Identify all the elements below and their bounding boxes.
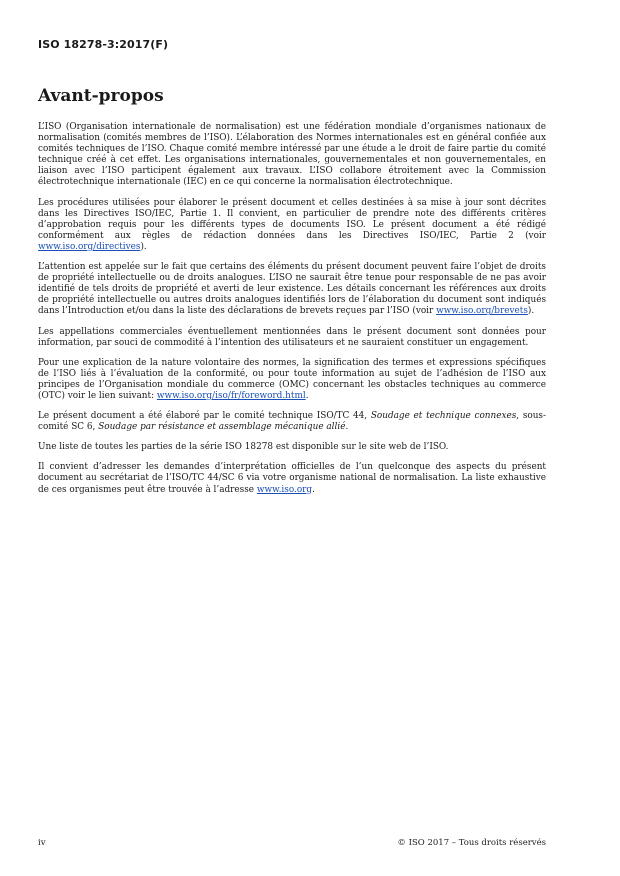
paragraph-text: Il convient d’adresser les demandes d’interprétation officielles de l’un quelconque des aspects du présent document au secrétariat de l’ISO/TC 44/SC 6 via votre organisme national de normalisation. La liste exhaustive de ces organismes peut être trouvée à l’adresse [38,462,546,495]
iso-org-link[interactable]: www.iso.org [256,484,313,495]
subcommittee-title: Soudage par résistance et assemblage mécanique allié [98,422,346,433]
committee-title: Soudage et technique connexes [370,411,517,422]
page-number: iv [38,838,46,848]
paragraph-text-end: ). [140,241,147,252]
page-title: Avant-propos [38,86,164,106]
paragraph-text: Le présent document a été élaboré par le comité technique ISO/TC 44, [38,411,371,422]
paragraph-trade-names: Les appellations commerciales éventuellement mentionnées dans le présent document sont données pour information, par souci de commodité à l’intention des utilisateurs et ne sauraient constituer un engagement. [38,326,546,348]
paragraph-interpretation-requests [38,462,546,495]
paragraph-text-end: ). [527,306,535,317]
document-id-header: ISO 18278-3:2017(F) [38,38,169,51]
paragraph-voluntary-nature [38,358,546,402]
paragraph-patent-rights [38,262,546,317]
paragraph-text-end: . [305,390,309,401]
paragraph-text: Les procédures utilisées pour élaborer le présent document et celles destinées à sa mise à jour sont décrites dans les Directives ISO/IEC, Partie 1. Il convient, en particulier de prendre note des différents critères d’approbation requis pour les différents types de documents ISO. Le présent document a été rédigé conformément aux règles de rédaction données dans les Directives ISO/IEC, Partie 2 (voir [38,197,546,241]
patents-link[interactable]: www.iso.org/brevets [436,306,528,317]
paragraph-text: L’attention est appelée sur le fait que certains des éléments du présent document peuvent faire l’objet de droits de propriété intellectuelle ou de droits analogues. L’ISO ne saurait être tenue pour responsable de ne pas avoir identifié de tels droits de propriété et averti de leur existence. Les détails concernant les références aux droits de propriété intellectuelle ou autres droits analogues identifiés lors de l’élaboration du document sont indiqués dans l’Introduction et/ou dans la liste des déclarations de brevets reçues par l’ISO (voir [38,262,546,317]
directives-link[interactable]: www.iso.org/directives [38,241,141,252]
paragraph-procedures [38,198,546,253]
paragraph-technical-committee [38,411,546,433]
foreword-body [38,122,546,505]
paragraph-text-end: . [312,484,315,495]
paragraph-text-end: . [345,422,349,433]
foreword-link[interactable]: www.iso.org/iso/fr/foreword.html [156,390,306,401]
paragraph-text: Pour une explication de la nature volontaire des normes, la signification des termes et expressions spécifiques de l’ISO liés à l’évaluation de la conformité, ou pour toute information au sujet de l’adhésion de l’ISO aux principes de l’Organisation mondiale du commerce (OMC) concernant les obstacles techniques au commerce (OTC) voir le lien suivant: [38,357,546,401]
paragraph-series-list: Une liste de toutes les parties de la série ISO 18278 est disponible sur le site web de l’ISO. [38,442,449,453]
paragraph-text: , sous-comité SC 6, [38,411,546,433]
paragraph-iso-intro: L’ISO (Organisation internationale de normalisation) est une fédération mondiale d’organismes nationaux de normalisation (comités membres de l’ISO). L’élaboration des Normes internationales est en général confiée aux comités techniques de l’ISO. Chaque comité membre intéressé par une étude a le droit de faire partie du comité technique créé à cet effet. Les organisations internationales, gouvernementales et non gouvernementales, en liaison avec l’ISO participent également aux travaux. L’ISO collabore étroitement avec la Commission électrotechnique internationale (IEC) en ce qui concerne la normalisation électrotechnique. [38,122,546,188]
copyright-notice: © ISO 2017 – Tous droits réservés [397,838,546,848]
